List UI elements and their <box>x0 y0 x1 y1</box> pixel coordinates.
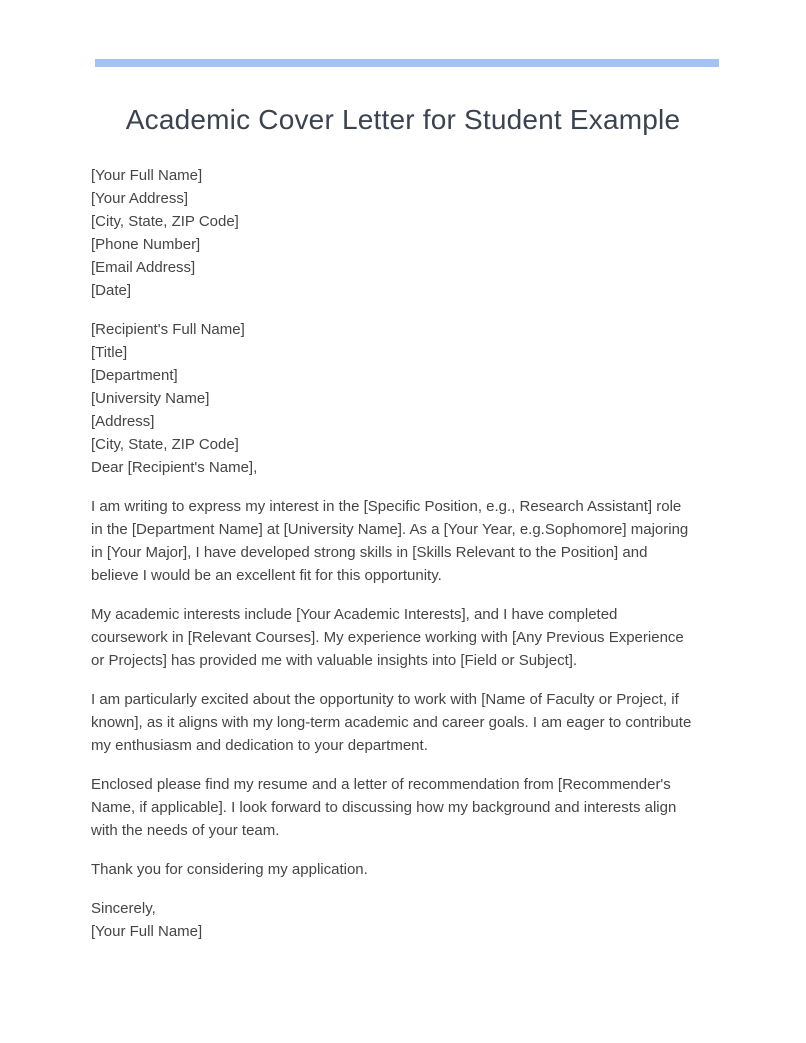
closing-block <box>91 897 693 943</box>
paragraph-academic-interests: My academic interests include [Your Academic Interests], and I have completed coursework in [Relevant Courses]. My experience working with [Any Previous Experience or Projects] has provided me with valuable insights into [Field or Subject]. <box>91 606 684 669</box>
sender-phone-line: [Phone Number] <box>91 236 201 253</box>
recipient-city-line: [City, State, ZIP Code] <box>91 436 239 453</box>
paragraph-intro: I am writing to express my interest in the [Specific Position, e.g., Research Assistant] role in the [Department Name] at [University Name]. As a [Your Year, e.g.Sophomore] majoring in [Your Major], I have developed strong skills in [Skills Relevant to the Position] and believe I would be an excellent fit for this opportunity. <box>91 498 689 584</box>
letter-body <box>91 164 693 943</box>
recipient-address-line: [Address] <box>91 413 155 430</box>
paragraph-excitement: I am particularly excited about the opportunity to work with [Name of Faculty or Project, if known], as it aligns with my long-term academic and career goals. I am eager to contribute my enthusiasm and dedication to your department. <box>91 691 692 754</box>
accent-bar <box>95 59 719 67</box>
sender-address-line: [Your Address] <box>91 190 189 207</box>
closing-sincerely-line: Sincerely, <box>91 900 156 917</box>
salutation-line: Dear [Recipient's Name], <box>91 459 258 476</box>
sender-email-line: [Email Address] <box>91 259 196 276</box>
recipient-block <box>91 318 693 479</box>
sender-block <box>91 164 693 302</box>
sender-date-line: [Date] <box>91 282 132 299</box>
paragraph-enclosures: Enclosed please find my resume and a letter of recommendation from [Recommender's Name, if applicable]. I look forward to discussing how my background and interests align with the needs of your team. <box>91 776 677 839</box>
closing-signature-line: [Your Full Name] <box>91 923 203 940</box>
paragraph-thank-you: Thank you for considering my application. <box>91 861 368 878</box>
sender-city-line: [City, State, ZIP Code] <box>91 213 239 230</box>
recipient-university-line: [University Name] <box>91 390 210 407</box>
page-title: Academic Cover Letter for Student Example <box>125 104 681 135</box>
sender-name-line: [Your Full Name] <box>91 167 203 184</box>
recipient-title-line: [Title] <box>91 344 128 361</box>
recipient-name-line: [Recipient's Full Name] <box>91 321 245 338</box>
recipient-department-line: [Department] <box>91 367 178 384</box>
